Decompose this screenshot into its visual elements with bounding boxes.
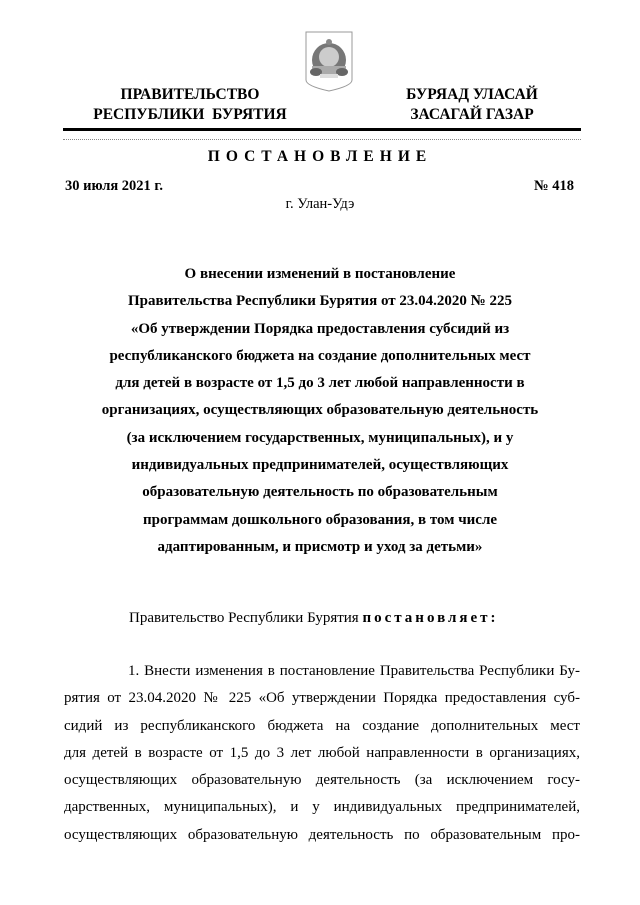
header-left-line: РЕСПУБЛИКИ БУРЯТИЯ — [93, 106, 287, 123]
header-right-line: БУРЯАД УЛАСАЙ — [406, 86, 538, 103]
body-line: сидий из республиканского бюджета на создание дополнительных мест — [64, 717, 580, 734]
title-line: адаптированным, и присмотр и уход за детьми» — [157, 538, 483, 555]
intro-text: Правительство Республики Бурятия — [129, 610, 363, 626]
intro-line — [129, 610, 499, 627]
title-line: республиканского бюджета на создание дополнительных мест — [109, 347, 531, 364]
title-line: образовательную деятельность по образовательным — [142, 484, 498, 501]
document-city: г. Улан-Удэ — [285, 196, 355, 212]
title-line: (за исключением государственных, муниципальных), и у — [126, 429, 514, 446]
body-line: рятия от 23.04.2020 № 225 «Об утверждении Порядка предоставления суб- — [64, 690, 580, 707]
title-line: программам дошкольного образования, в том числе — [142, 511, 498, 528]
document-date: 30 июля 2021 г. — [65, 178, 164, 194]
intro-decree-word: постановляет: — [362, 610, 499, 626]
title-line: индивидуальных предпринимателей, осуществляющих — [131, 457, 509, 474]
coat-of-arms-icon — [304, 30, 354, 93]
title-line: организациях, осуществляющих образовательную деятельность — [101, 402, 539, 419]
document-type: ПОСТАНОВЛЕНИЕ — [207, 148, 433, 165]
header-right-line: ЗАСАГАЙ ГАЗАР — [410, 106, 534, 123]
header-divider-thick — [63, 128, 581, 131]
body-line: осуществляющих образовательную деятельность (за исключением госу- — [64, 772, 580, 789]
body-line: 1. Внести изменения в постановление Правительства Республики Бу- — [128, 663, 580, 679]
title-line: О внесении изменений в постановление — [184, 266, 456, 282]
body-paragraph — [64, 658, 580, 849]
body-line: для детей в возрасте от 1,5 до 3 лет любой направленности в организациях, — [64, 744, 580, 761]
header-left-line: ПРАВИТЕЛЬСТВО — [120, 86, 260, 103]
title-line: Правительства Республики Бурятия от 23.04.2020 № 225 — [127, 293, 512, 310]
document-number: № 418 — [534, 178, 574, 194]
header-divider-dotted — [63, 139, 581, 140]
body-line: дарственных, муниципальных), и у индивидуальных предпринимателей, — [64, 799, 580, 816]
title-line: «Об утверждении Порядка предоставления субсидий из — [130, 320, 510, 337]
government-name-russian — [80, 85, 300, 125]
government-name-buryat — [372, 85, 572, 125]
body-line: осуществляющих образовательную деятельность по образовательным про- — [64, 826, 580, 843]
title-line: для детей в возрасте от 1,5 до 3 лет любой направленности в — [115, 375, 525, 392]
document-title — [60, 261, 580, 561]
